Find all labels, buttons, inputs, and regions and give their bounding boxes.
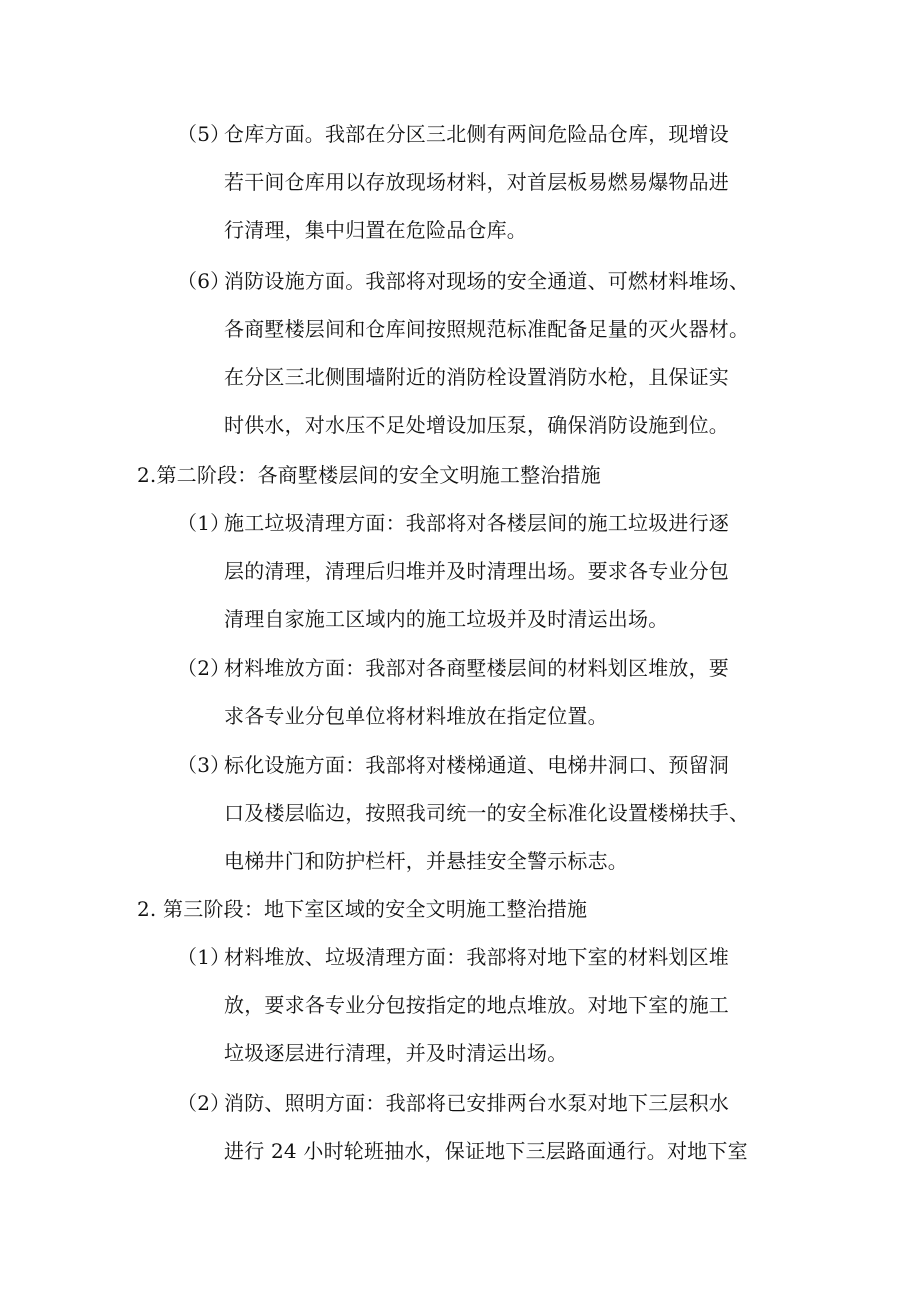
item-line: 各商墅楼层间和仓库间按照规范标准配备足量的灭火器材。 [224, 317, 750, 341]
list-item-5 [177, 110, 797, 254]
list-item-2 [177, 1079, 797, 1175]
item-line: 材料堆放方面：我部对各商墅楼层间的材料划区堆放，要 [224, 656, 729, 680]
item-line: 求各专业分包单位将材料堆放在指定位置。 [224, 704, 608, 728]
item-line: 仓库方面。我部在分区三北侧有两间危险品仓库，现增设 [224, 122, 729, 146]
list-item-2 [177, 644, 797, 740]
item-line: 电梯井门和防护栏杆，并悬挂安全警示标志。 [224, 849, 628, 873]
section-heading-stage-3: 2. 第三阶段：地下室区域的安全文明施工整治措施 [137, 897, 588, 921]
list-item-3 [177, 741, 797, 885]
item-line: 在分区三北侧围墙附近的消防栓设置消防水枪，且保证实 [224, 365, 729, 389]
item-number: （1） [177, 945, 231, 969]
item-line: 标化设施方面：我部将对楼梯通道、电梯井洞口、预留洞 [224, 753, 729, 777]
item-line: 时供水，对水压不足处增设加压泵，确保消防设施到位。 [224, 413, 729, 437]
item-line: 清理自家施工区域内的施工垃圾并及时清运出场。 [224, 607, 669, 631]
item-number: （5） [177, 122, 231, 146]
item-line: 材料堆放、垃圾清理方面：我部将对地下室的材料划区堆 [224, 945, 729, 969]
item-line: 行清理，集中归置在危险品仓库。 [224, 218, 527, 242]
item-number: （6） [177, 269, 231, 293]
list-item-6 [177, 257, 797, 449]
item-line: 放，要求各专业分包按指定的地点堆放。对地下室的施工 [224, 993, 729, 1017]
item-line: 层的清理，清理后归堆并及时清理出场。要求各专业分包 [224, 559, 729, 583]
item-number: （2） [177, 1091, 231, 1115]
list-item-1 [177, 499, 797, 643]
item-number: （2） [177, 656, 231, 680]
item-number: （3） [177, 753, 231, 777]
item-line: 施工垃圾清理方面：我部将对各楼层间的施工垃圾进行逐 [224, 511, 729, 535]
item-line: 若干间仓库用以存放现场材料，对首层板易燃易爆物品进 [224, 170, 729, 194]
item-line: 口及楼层临边，按照我司统一的安全标准化设置楼梯扶手、 [224, 801, 750, 825]
item-line: 垃圾逐层进行清理，并及时清运出场。 [224, 1041, 568, 1065]
item-line: 消防设施方面。我部将对现场的安全通道、可燃材料堆场、 [224, 269, 750, 293]
section-heading-stage-2: 2.第二阶段：各商墅楼层间的安全文明施工整治措施 [137, 463, 601, 487]
list-item-1 [177, 933, 797, 1077]
item-line: 进行 24 小时轮班抽水，保证地下三层路面通行。对地下室 [224, 1139, 748, 1163]
item-number: （1） [177, 511, 231, 535]
item-line: 消防、照明方面：我部将已安排两台水泵对地下三层积水 [224, 1091, 729, 1115]
